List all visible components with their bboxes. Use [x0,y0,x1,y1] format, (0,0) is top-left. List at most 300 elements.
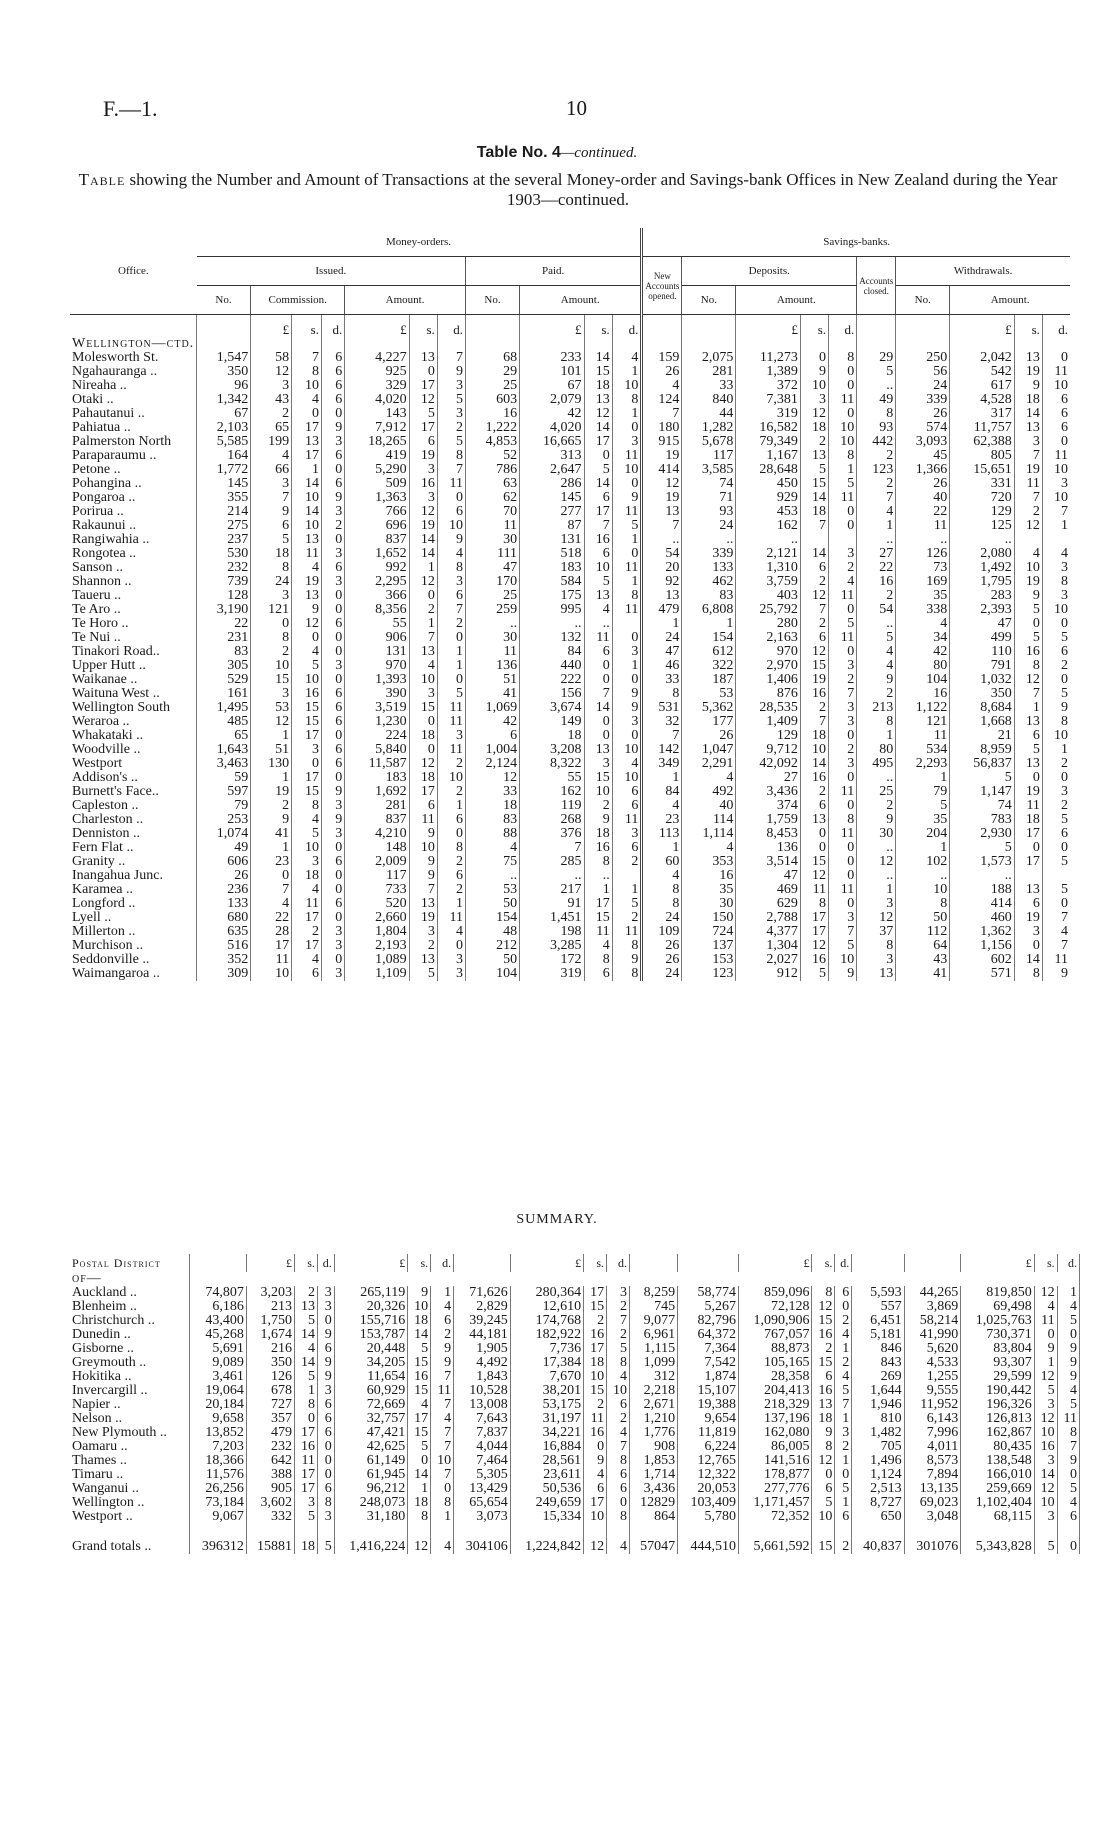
table-cell: 15 [800,659,828,673]
table-cell: 29,599 [961,1370,1034,1384]
table-cell: 69,023 [904,1496,961,1510]
table-cell: 4 [612,757,642,771]
table-cell: 42 [520,407,584,421]
table-cell: 12,610 [510,1300,583,1314]
table-cell: 357 [246,1412,294,1426]
office-name: Christchurch .. [70,1314,190,1328]
table-cell: 8 [812,1440,835,1454]
table-cell: 5 [950,771,1014,785]
table-cell: 1 [409,617,437,631]
table-cell: 150 [682,911,736,925]
table-cell: 162 [736,519,800,533]
table-cell [896,337,950,351]
table-cell: 13 [800,813,828,827]
table-cell: 16 [584,1328,607,1342]
table-cell: 9 [1057,1342,1079,1356]
table-cell [197,337,251,351]
table-cell: .. [520,617,584,631]
table-cell: 0 [584,659,612,673]
table-cell: 1,496 [852,1454,904,1468]
table-cell: 0 [607,1496,630,1510]
table-row [70,645,1070,659]
table-cell: 3 [321,435,344,449]
table-cell: 88 [465,827,519,841]
unit-d: d. [1057,1254,1079,1272]
table-cell: 0 [1057,1328,1079,1342]
table-cell: 11,654 [334,1370,407,1384]
table-cell: 145 [520,491,584,505]
table-cell: 0 [829,729,857,743]
table-cell: 2 [437,785,465,799]
table-cell: 557 [852,1300,904,1314]
table-cell: 15 [812,1356,835,1370]
table-cell: 11 [829,827,857,841]
table-cell: 10 [437,771,465,785]
table-cell: 0 [1057,1468,1079,1482]
table-cell: 319 [736,407,800,421]
table-cell: 25 [465,589,519,603]
table-cell: 2,829 [454,1300,511,1314]
table-cell: 41 [251,827,292,841]
table-cell: 24 [642,631,682,645]
table-cell [642,337,682,351]
table-cell: 10 [251,659,292,673]
table-cell: 111 [465,547,519,561]
table-cell: 23 [251,855,292,869]
table-cell: 9 [584,813,612,827]
table-cell: 6,808 [682,603,736,617]
table-cell: 2 [800,785,828,799]
table-cell: 0 [1034,1328,1057,1342]
office-name: New Plymouth .. [70,1426,190,1440]
table-cell: 7 [1061,938,1068,953]
table-cell: 372 [736,379,800,393]
table-cell: 65 [197,729,251,743]
table-cell: 2 [829,743,857,757]
table-cell: 6 [321,715,344,729]
table-cell: .. [584,617,612,631]
table-cell: 9 [612,687,642,701]
table-cell: 16 [408,1370,431,1384]
table-cell: 5 [1057,1398,1079,1412]
table-cell: 11 [612,925,642,939]
table-cell: 7 [800,519,828,533]
table-cell: 0 [292,407,322,421]
table-cell: 3 [829,701,857,715]
summary-row [70,1496,1080,1510]
table-cell: 40 [682,799,736,813]
table-cell: 17,384 [510,1356,583,1370]
table-cell: 102 [896,855,950,869]
office-name: Nireaha .. [70,379,197,393]
table-cell: 232 [246,1440,294,1454]
office-name: Dunedin .. [70,1328,190,1342]
table-cell: 10 [584,1510,607,1524]
table-cell: 8 [642,687,682,701]
table-cell: 7 [642,729,682,743]
table-cell: 60 [642,855,682,869]
table-cell: 390 [345,687,409,701]
table-cell: 4 [465,841,519,855]
table-cell: 1 [835,1342,852,1356]
table-cell: 2 [437,883,465,897]
table-cell: 25 [857,785,896,799]
table-cell: 0 [321,953,344,967]
table-cell: 9 [321,421,344,435]
table-cell: 7 [1014,491,1042,505]
table-cell: 499 [950,631,1014,645]
table-cell: 4 [835,1328,852,1342]
table-cell: 15,651 [950,463,1014,477]
table-cell: 198 [520,925,584,939]
table-cell: 2,291 [682,757,736,771]
table-cell: 9 [317,1328,334,1342]
table-cell: 1 [1061,742,1068,757]
table-cell: 18 [800,505,828,519]
table-cell: 12 [409,575,437,589]
withdrawals-amount-header: Amount. [950,286,1070,315]
table-cell: 5,305 [454,1468,511,1482]
savings-banks-header: Savings-banks. [642,228,1070,257]
table-cell [465,337,519,351]
table-cell: 9 [321,813,344,827]
table-cell [829,533,857,547]
table-cell: 1,644 [852,1384,904,1398]
table-title [0,144,1114,162]
table-cell: 5 [950,841,1014,855]
table-cell: 1,156 [950,939,1014,953]
table-cell: 4 [292,393,322,407]
office-name: Oamaru .. [70,1440,190,1454]
table-cell: 17 [409,421,437,435]
table-cell: 9 [292,603,322,617]
summary-row [70,1356,1080,1370]
table-cell: 169 [896,575,950,589]
table-cell: 3,674 [520,701,584,715]
table-cell: 1 [857,519,896,533]
table-cell: 26 [642,939,682,953]
table-cell: 7 [1057,1440,1079,1454]
table-cell: 970 [736,645,800,659]
table-cell: 56,837 [950,757,1014,771]
table-cell: 1,389 [736,365,800,379]
table-cell: 650 [852,1510,904,1524]
table-cell: 322 [682,659,736,673]
table-cell: 2,393 [950,603,1014,617]
table-cell: 4 [1034,1300,1057,1314]
table-cell: 14 [800,491,828,505]
table-cell: 14 [1014,407,1042,421]
table-cell: 7 [251,883,292,897]
table-cell [857,337,896,351]
table-cell: 3 [612,435,642,449]
table-cell: 2 [437,855,465,869]
table-cell: 7 [437,351,465,365]
table-cell: 35 [682,883,736,897]
table-cell: 479 [246,1426,294,1440]
table-cell: 4 [409,659,437,673]
table-cell: 15 [408,1356,431,1370]
table-cell: 6,961 [629,1328,677,1342]
table-cell: 5,691 [190,1342,247,1356]
table-cell: 72,669 [334,1398,407,1412]
table-cell: 6 [321,701,344,715]
table-cell: 18 [800,729,828,743]
table-row [70,491,1070,505]
table-cell: 2,009 [345,855,409,869]
table-cell: 180 [642,421,682,435]
table-cell: 8 [1061,574,1068,589]
table-cell: .. [465,617,519,631]
table-cell: 159 [642,351,682,365]
table-cell: 8 [857,407,896,421]
table-cell: 767,057 [738,1328,811,1342]
table-cell: 1,547 [197,351,251,365]
table-cell: .. [857,533,896,547]
table-cell: 3 [857,953,896,967]
table-cell: 5 [1061,686,1068,701]
table-cell: 0 [612,631,642,645]
table-cell: 14 [295,1328,318,1342]
table-cell: 5,290 [345,463,409,477]
table-cell [321,337,344,351]
table-cell: 1,366 [896,463,950,477]
table-cell: 11 [829,491,857,505]
table-cell: 15 [251,673,292,687]
table-cell: 11,576 [190,1468,247,1482]
table-cell: 0 [321,533,344,547]
table-cell: .. [465,869,519,883]
table-cell: 5 [317,1524,334,1554]
office-name: Fern Flat .. [70,841,197,855]
unit-pound: £ [510,1254,583,1272]
table-cell: 145 [197,477,251,491]
table-cell: 129 [950,505,1014,519]
issued-header: Issued. [197,257,466,286]
table-cell: 2 [800,435,828,449]
table-cell: 12 [1034,1412,1057,1426]
table-cell: 7 [829,687,857,701]
table-cell: 18 [295,1524,318,1554]
table-cell: 86,005 [738,1440,811,1454]
table-cell: 3 [321,659,344,673]
table-cell: 3 [292,855,322,869]
table-cell: 56 [896,365,950,379]
table-cell: 19 [409,911,437,925]
table-cell: 4,011 [904,1440,961,1454]
table-cell: 82,796 [678,1314,739,1328]
table-cell: 18 [408,1314,431,1328]
table-cell: 617 [950,379,1014,393]
table-cell: 217 [520,883,584,897]
table-cell: 13 [409,953,437,967]
table-cell: 8 [612,939,642,953]
table-row [70,897,1070,911]
table-row [70,575,1070,589]
table-cell: 5 [896,799,950,813]
table-cell: 5 [1034,1384,1057,1398]
table-cell: 4 [607,1426,630,1440]
table-cell: 212 [465,939,519,953]
table-cell: 6 [317,1426,334,1440]
table-cell: 349 [642,757,682,771]
table-cell: 1,482 [852,1426,904,1440]
table-cell: 864 [629,1510,677,1524]
table-cell: 0 [1061,350,1068,365]
table-cell: 7 [431,1426,454,1440]
table-cell: 11 [896,729,950,743]
table-cell: 3,585 [682,463,736,477]
table-cell: 11 [829,785,857,799]
table-cell: 5 [835,1482,852,1496]
table-cell: 574 [896,421,950,435]
table-cell: 1,772 [197,463,251,477]
table-cell: 3 [321,925,344,939]
table-cell: 612 [682,645,736,659]
table-cell: 8,322 [520,757,584,771]
table-cell: 9 [1014,589,1042,603]
table-cell: 4 [642,869,682,883]
table-cell: 28,535 [736,701,800,715]
table-row [70,813,1070,827]
table-cell: 11 [295,1454,318,1468]
table-cell: 10 [896,883,950,897]
table-cell: 925 [345,365,409,379]
table-cell: 49 [857,393,896,407]
summary-units-row [70,1254,1080,1272]
table-cell: 50 [896,911,950,925]
table-cell: 2,513 [852,1482,904,1496]
table-cell: 905 [246,1482,294,1496]
table-cell: 19 [1014,463,1042,477]
table-cell [800,533,828,547]
office-name: Pohangina .. [70,477,197,491]
table-cell: 11 [1054,952,1068,967]
table-cell: 13 [584,589,612,603]
issued-no-header: No. [197,286,251,315]
table-cell: 45 [896,449,950,463]
table-cell: 2 [800,701,828,715]
table-cell: 1,759 [736,813,800,827]
table-cell: 136 [736,841,800,855]
table-cell [736,337,800,351]
table-cell: 19 [251,785,292,799]
table-cell: 0 [408,1454,431,1468]
table-cell: 469 [736,883,800,897]
table-cell: 19 [1014,365,1042,379]
table-cell: 2 [251,645,292,659]
table-cell: 9 [431,1356,454,1370]
table-cell: 10 [1034,1426,1057,1440]
table-cell: 71 [682,491,736,505]
table-cell [292,337,322,351]
table-cell: 705 [852,1440,904,1454]
table-cell: 805 [950,449,1014,463]
table-cell: 13 [1014,715,1042,729]
table-cell: 4 [896,617,950,631]
table-cell: 79 [197,799,251,813]
table-cell: 9 [409,827,437,841]
table-cell: 1,230 [345,715,409,729]
table-cell: 10 [812,1510,835,1524]
table-cell: 9,712 [736,743,800,757]
table-cell: 26 [642,365,682,379]
table-cell: 450 [736,477,800,491]
table-cell: 0 [321,883,344,897]
summary-body [70,1254,1080,1554]
table-cell: 26 [642,953,682,967]
table-cell: 339 [682,547,736,561]
table-cell: 783 [950,813,1014,827]
table-cell: 739 [197,575,251,589]
table-cell: 14 [584,477,612,491]
table-cell: 15 [409,701,437,715]
table-cell: 18 [584,1356,607,1370]
table-cell: 6 [431,1314,454,1328]
table-cell: 281 [682,365,736,379]
table-cell: 366 [345,589,409,603]
table-cell: 516 [197,939,251,953]
table-cell: 62 [465,491,519,505]
table-cell: 10 [584,1370,607,1384]
table-cell: 3 [835,1426,852,1440]
table-cell: 26 [896,407,950,421]
table-cell: 7,837 [454,1426,511,1440]
summary-row [70,1510,1080,1524]
table-row [70,407,1070,421]
table-cell: 10 [408,1300,431,1314]
table-cell: 75 [465,855,519,869]
table-cell: 495 [857,757,896,771]
table-cell: 7 [1061,910,1068,925]
table-cell: 7 [584,519,612,533]
table-cell: .. [857,379,896,393]
table-cell: 10 [829,421,857,435]
office-name: Blenheim .. [70,1300,190,1314]
table-cell: 10 [800,379,828,393]
table-cell: 2 [800,575,828,589]
table-cell: 214 [197,505,251,519]
table-cell: 13 [1014,757,1042,771]
table-cell: 0 [612,673,642,687]
table-cell: 30 [465,533,519,547]
table-cell: 492 [682,785,736,799]
table-cell: 232 [197,561,251,575]
office-name: Granity .. [70,855,197,869]
table-cell: 4 [682,841,736,855]
table-cell: 1,853 [629,1454,677,1468]
table-cell: 11 [437,715,465,729]
table-cell: 1,451 [520,911,584,925]
table-cell: 15 [408,1384,431,1398]
table-cell: 4 [584,939,612,953]
table-cell: 7 [607,1314,630,1328]
office-name: Tinakori Road.. [70,645,197,659]
table-cell: 453 [736,505,800,519]
table-cell: 3 [437,729,465,743]
table-cell: 0 [800,841,828,855]
unit-s: s. [1034,1254,1057,1272]
table-cell: 83 [682,589,736,603]
table-cell: 58,774 [678,1286,739,1300]
table-cell: 4 [829,575,857,589]
office-name: Paraparaumu .. [70,449,197,463]
table-cell: 353 [682,855,736,869]
office-name: Timaru .. [70,1468,190,1482]
table-cell: 12 [584,407,612,421]
office-name: Petone .. [70,463,197,477]
table-cell: 11 [251,953,292,967]
